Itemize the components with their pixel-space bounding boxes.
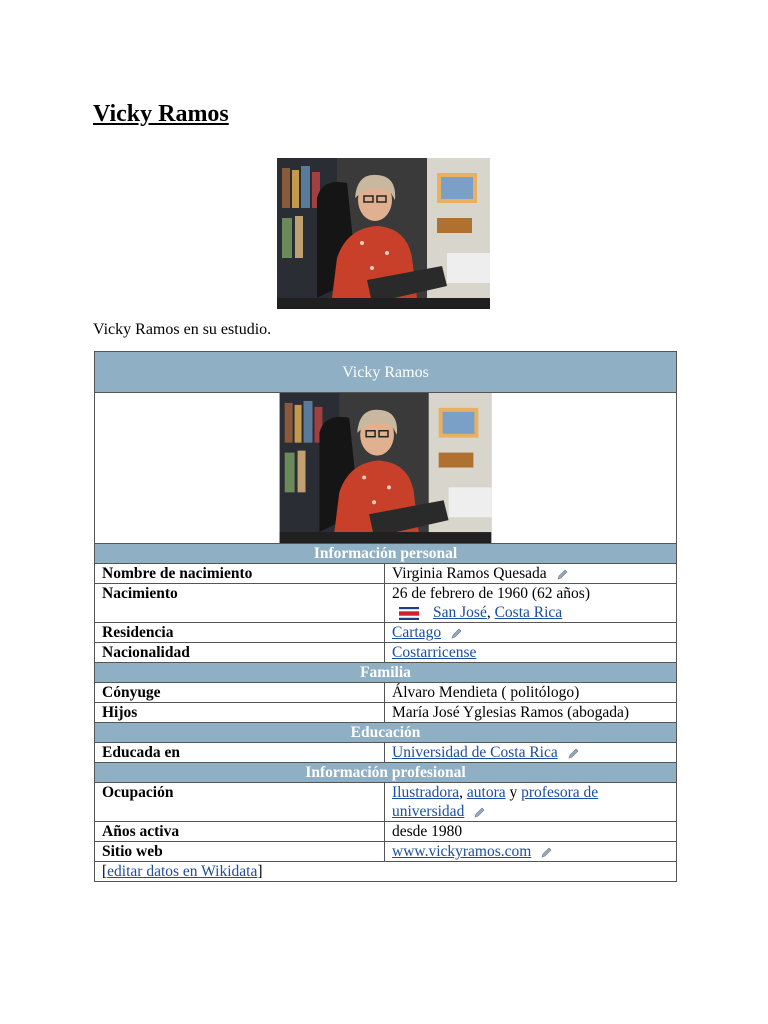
row-edit-wikidata [95, 862, 677, 882]
children-value: María José Yglesias Ramos (abogada) [385, 703, 677, 723]
birth-date: 26 de febrero de 1960 (62 años) [392, 585, 590, 602]
section-personal-label: Información personal [95, 544, 677, 564]
profesora-link[interactable]: profesora de universidad [392, 784, 599, 820]
section-personal [95, 544, 677, 564]
row-website [95, 842, 677, 862]
infobox [94, 351, 677, 882]
section-family-label: Familia [95, 663, 677, 683]
edit-bracket-open: [ [102, 863, 108, 880]
section-professional [95, 763, 677, 783]
infobox-image-row [95, 393, 677, 544]
pencil-icon[interactable] [568, 748, 579, 759]
children-label: Hijos [95, 703, 385, 723]
row-years-active [95, 822, 677, 842]
pencil-icon[interactable] [451, 628, 462, 639]
autora-link[interactable]: autora [466, 784, 506, 801]
educated-at-label: Educada en [95, 743, 385, 763]
years-active-label: Años activa [95, 822, 385, 842]
website-label: Sitio web [95, 842, 385, 862]
row-occupation [95, 783, 677, 822]
nationality-label: Nacionalidad [95, 643, 385, 663]
spouse-label: Cónyuge [95, 683, 385, 703]
birth-separator: , [486, 604, 491, 621]
residence-label: Residencia [95, 623, 385, 643]
website-link[interactable]: www.vickyramos.com [392, 843, 532, 860]
row-residence [95, 623, 677, 643]
costarricense-link[interactable]: Costarricense [392, 644, 477, 661]
page-title: Vicky Ramos [93, 101, 229, 127]
residence-cell [385, 623, 677, 643]
infobox-photo [95, 393, 677, 544]
section-education [95, 723, 677, 743]
infobox-title: Vicky Ramos [95, 352, 677, 393]
ilustradora-link[interactable]: Ilustradora [392, 784, 460, 801]
years-active-value: desde 1980 [385, 822, 677, 842]
pencil-icon[interactable] [474, 807, 485, 818]
costa-rica-link[interactable]: Costa Rica [494, 604, 563, 621]
university-link[interactable]: Universidad de Costa Rica [392, 744, 558, 761]
occupation-cell [385, 783, 677, 822]
website-cell [385, 842, 677, 862]
birth-label: Nacimiento [95, 584, 385, 623]
spouse-value: Álvaro Mendieta ( politólogo) [385, 683, 677, 703]
birth-cell [385, 584, 677, 623]
edit-wikidata-link[interactable]: editar datos en Wikidata [107, 863, 258, 880]
occupation-label: Ocupación [95, 783, 385, 822]
portrait-photo [277, 158, 490, 309]
birth-name-label: Nombre de nacimiento [95, 564, 385, 584]
nationality-cell [385, 643, 677, 663]
row-educated-at [95, 743, 677, 763]
san-jose-link[interactable]: San José [433, 604, 487, 621]
costa-rica-flag-icon [399, 607, 419, 620]
row-birth [95, 584, 677, 623]
row-children [95, 703, 677, 723]
section-family [95, 663, 677, 683]
section-professional-label: Información profesional [95, 763, 677, 783]
pencil-icon[interactable] [557, 569, 568, 580]
edit-bracket-close: ] [257, 863, 263, 880]
photo-caption: Vicky Ramos en su estudio. [93, 321, 272, 338]
occupation-sep1: , [459, 784, 464, 801]
row-spouse [95, 683, 677, 703]
cartago-link[interactable]: Cartago [392, 624, 442, 641]
birth-name-value: Virginia Ramos Quesada [392, 565, 547, 582]
edit-wikidata-cell [95, 862, 677, 882]
educated-at-cell [385, 743, 677, 763]
pencil-icon[interactable] [541, 847, 552, 858]
row-nationality [95, 643, 677, 663]
row-birth-name [95, 564, 677, 584]
birth-name-cell [385, 564, 677, 584]
infobox-title-row [95, 352, 677, 393]
section-education-label: Educación [95, 723, 677, 743]
occupation-sep2: y [509, 784, 518, 801]
